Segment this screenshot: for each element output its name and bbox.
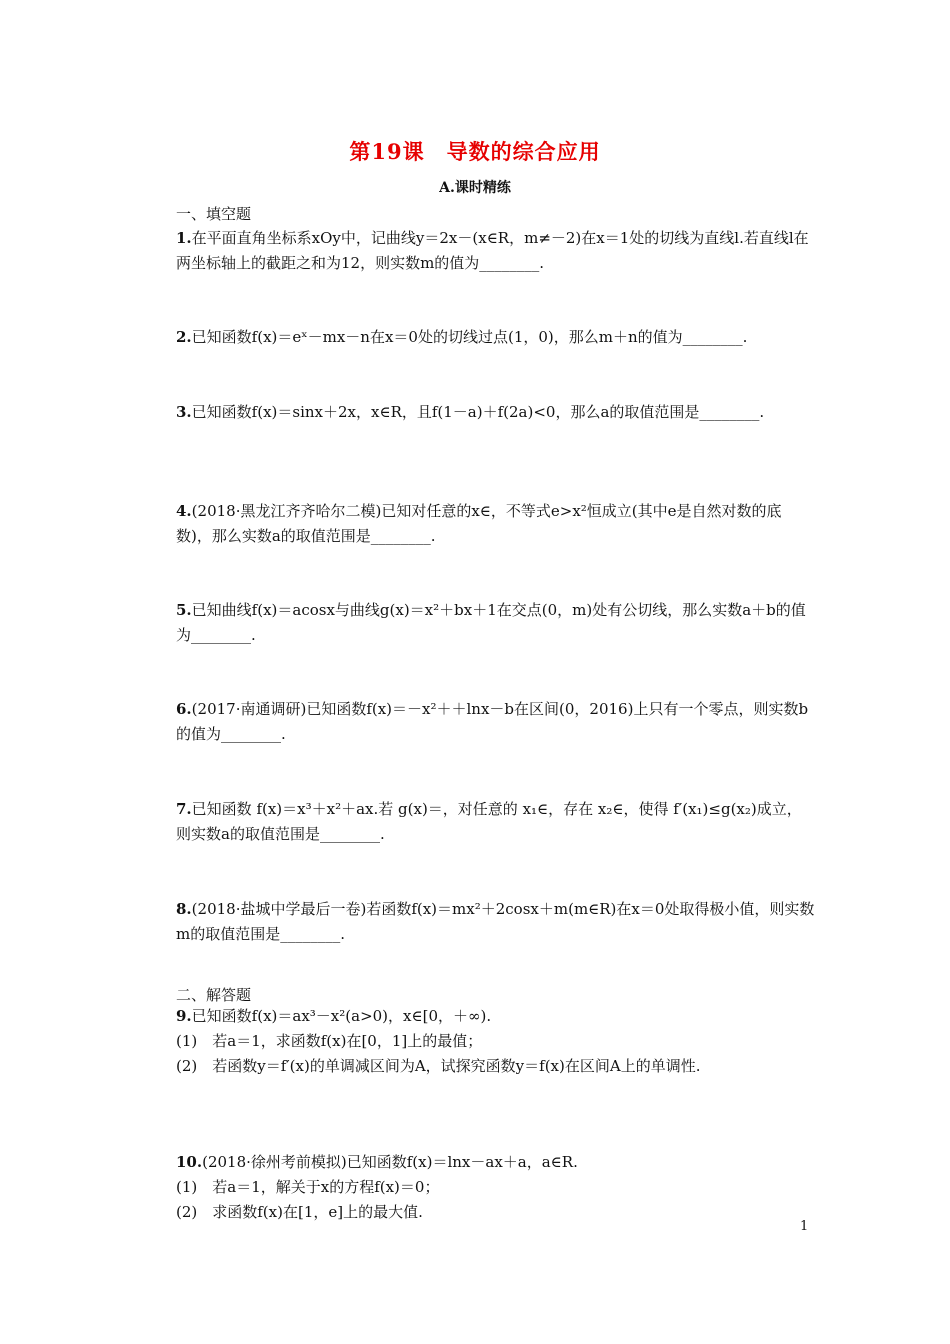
page-subtitle: A.课时精练 [439, 180, 511, 196]
section-heading-answer: 二、解答题 [176, 986, 252, 1004]
question-number: 4. [176, 502, 192, 520]
question-number: 7. [176, 800, 192, 818]
question-text: 已知函数 f(x)＝x³＋x²＋ax.若 g(x)＝，对任意的 x₁∈，存在 x₂∈，使得 f′(x₁)≤g(x₂)成立，则实数a的取值范围是________. [176, 800, 802, 843]
question-number: 5. [176, 601, 192, 619]
question-7 [145, 797, 815, 847]
question-10 [145, 1150, 815, 1175]
question-9-part-2: (2) 若函数y＝f′(x)的单调减区间为A，试探究函数y＝f(x)在区间A上的单调性. [176, 1057, 701, 1075]
question-number: 2. [176, 328, 192, 346]
question-10-part-1: (1) 若a＝1，解关于x的方程f(x)＝0； [176, 1178, 440, 1196]
question-3 [145, 400, 815, 425]
page-title: 第19课 导数的综合应用 [349, 139, 601, 164]
question-number: 9. [176, 1007, 192, 1025]
question-text: 已知函数f(x)＝eˣ－mx－n在x＝0处的切线过点(1，0)，那么m＋n的值为________. [191, 328, 748, 346]
question-6 [145, 697, 815, 747]
question-8 [145, 897, 815, 947]
question-text: 已知函数f(x)＝sinx＋2x，x∈R，且f(1－a)＋f(2a)<0，那么a的取值范围是________. [191, 403, 765, 421]
question-text: 已知函数f(x)＝ax³－x²(a>0)，x∈[0，＋∞). [191, 1007, 492, 1025]
question-9-part-1: (1) 若a＝1，求函数f(x)在[0，1]上的最值； [176, 1032, 483, 1050]
question-text: 在平面直角坐标系xOy中，记曲线y＝2x－(x∈R，m≠－2)在x＝1处的切线为直线l.若直线l在两坐标轴上的截距之和为12，则实数m的值为________. [176, 229, 809, 272]
question-text: (2018·徐州考前模拟)已知函数f(x)＝lnx－ax＋a，a∈R. [202, 1153, 578, 1171]
question-1 [145, 226, 815, 276]
question-number: 8. [176, 900, 192, 918]
question-10-part-2: (2) 求函数f(x)在[1，e]上的最大值. [176, 1203, 423, 1221]
question-number: 6. [176, 700, 192, 718]
question-number: 1. [176, 229, 192, 247]
section-heading-fill-in: 一、填空题 [176, 205, 252, 223]
question-4 [145, 499, 815, 549]
question-text: 已知曲线f(x)＝acosx与曲线g(x)＝x²＋bx＋1在交点(0，m)处有公切线，那么实数a＋b的值为________. [176, 601, 806, 644]
question-2 [145, 325, 815, 350]
question-5 [145, 598, 815, 648]
question-number: 3. [176, 403, 192, 421]
question-number: 10. [176, 1153, 203, 1171]
question-text: (2017·南通调研)已知函数f(x)＝－x²＋＋lnx－b在区间(0，2016)上只有一个零点，则实数b的值为________. [176, 700, 809, 743]
question-9 [145, 1004, 815, 1029]
page-number: 1 [800, 1219, 809, 1234]
question-text: (2018·黑龙江齐齐哈尔二模)已知对任意的x∈，不等式e>x²恒成立(其中e是自然对数的底数)，那么实数a的取值范围是________. [176, 502, 782, 545]
question-text: (2018·盐城中学最后一卷)若函数f(x)＝mx²＋2cosx＋m(m∈R)在x＝0处取得极小值，则实数m的取值范围是________. [176, 900, 815, 943]
